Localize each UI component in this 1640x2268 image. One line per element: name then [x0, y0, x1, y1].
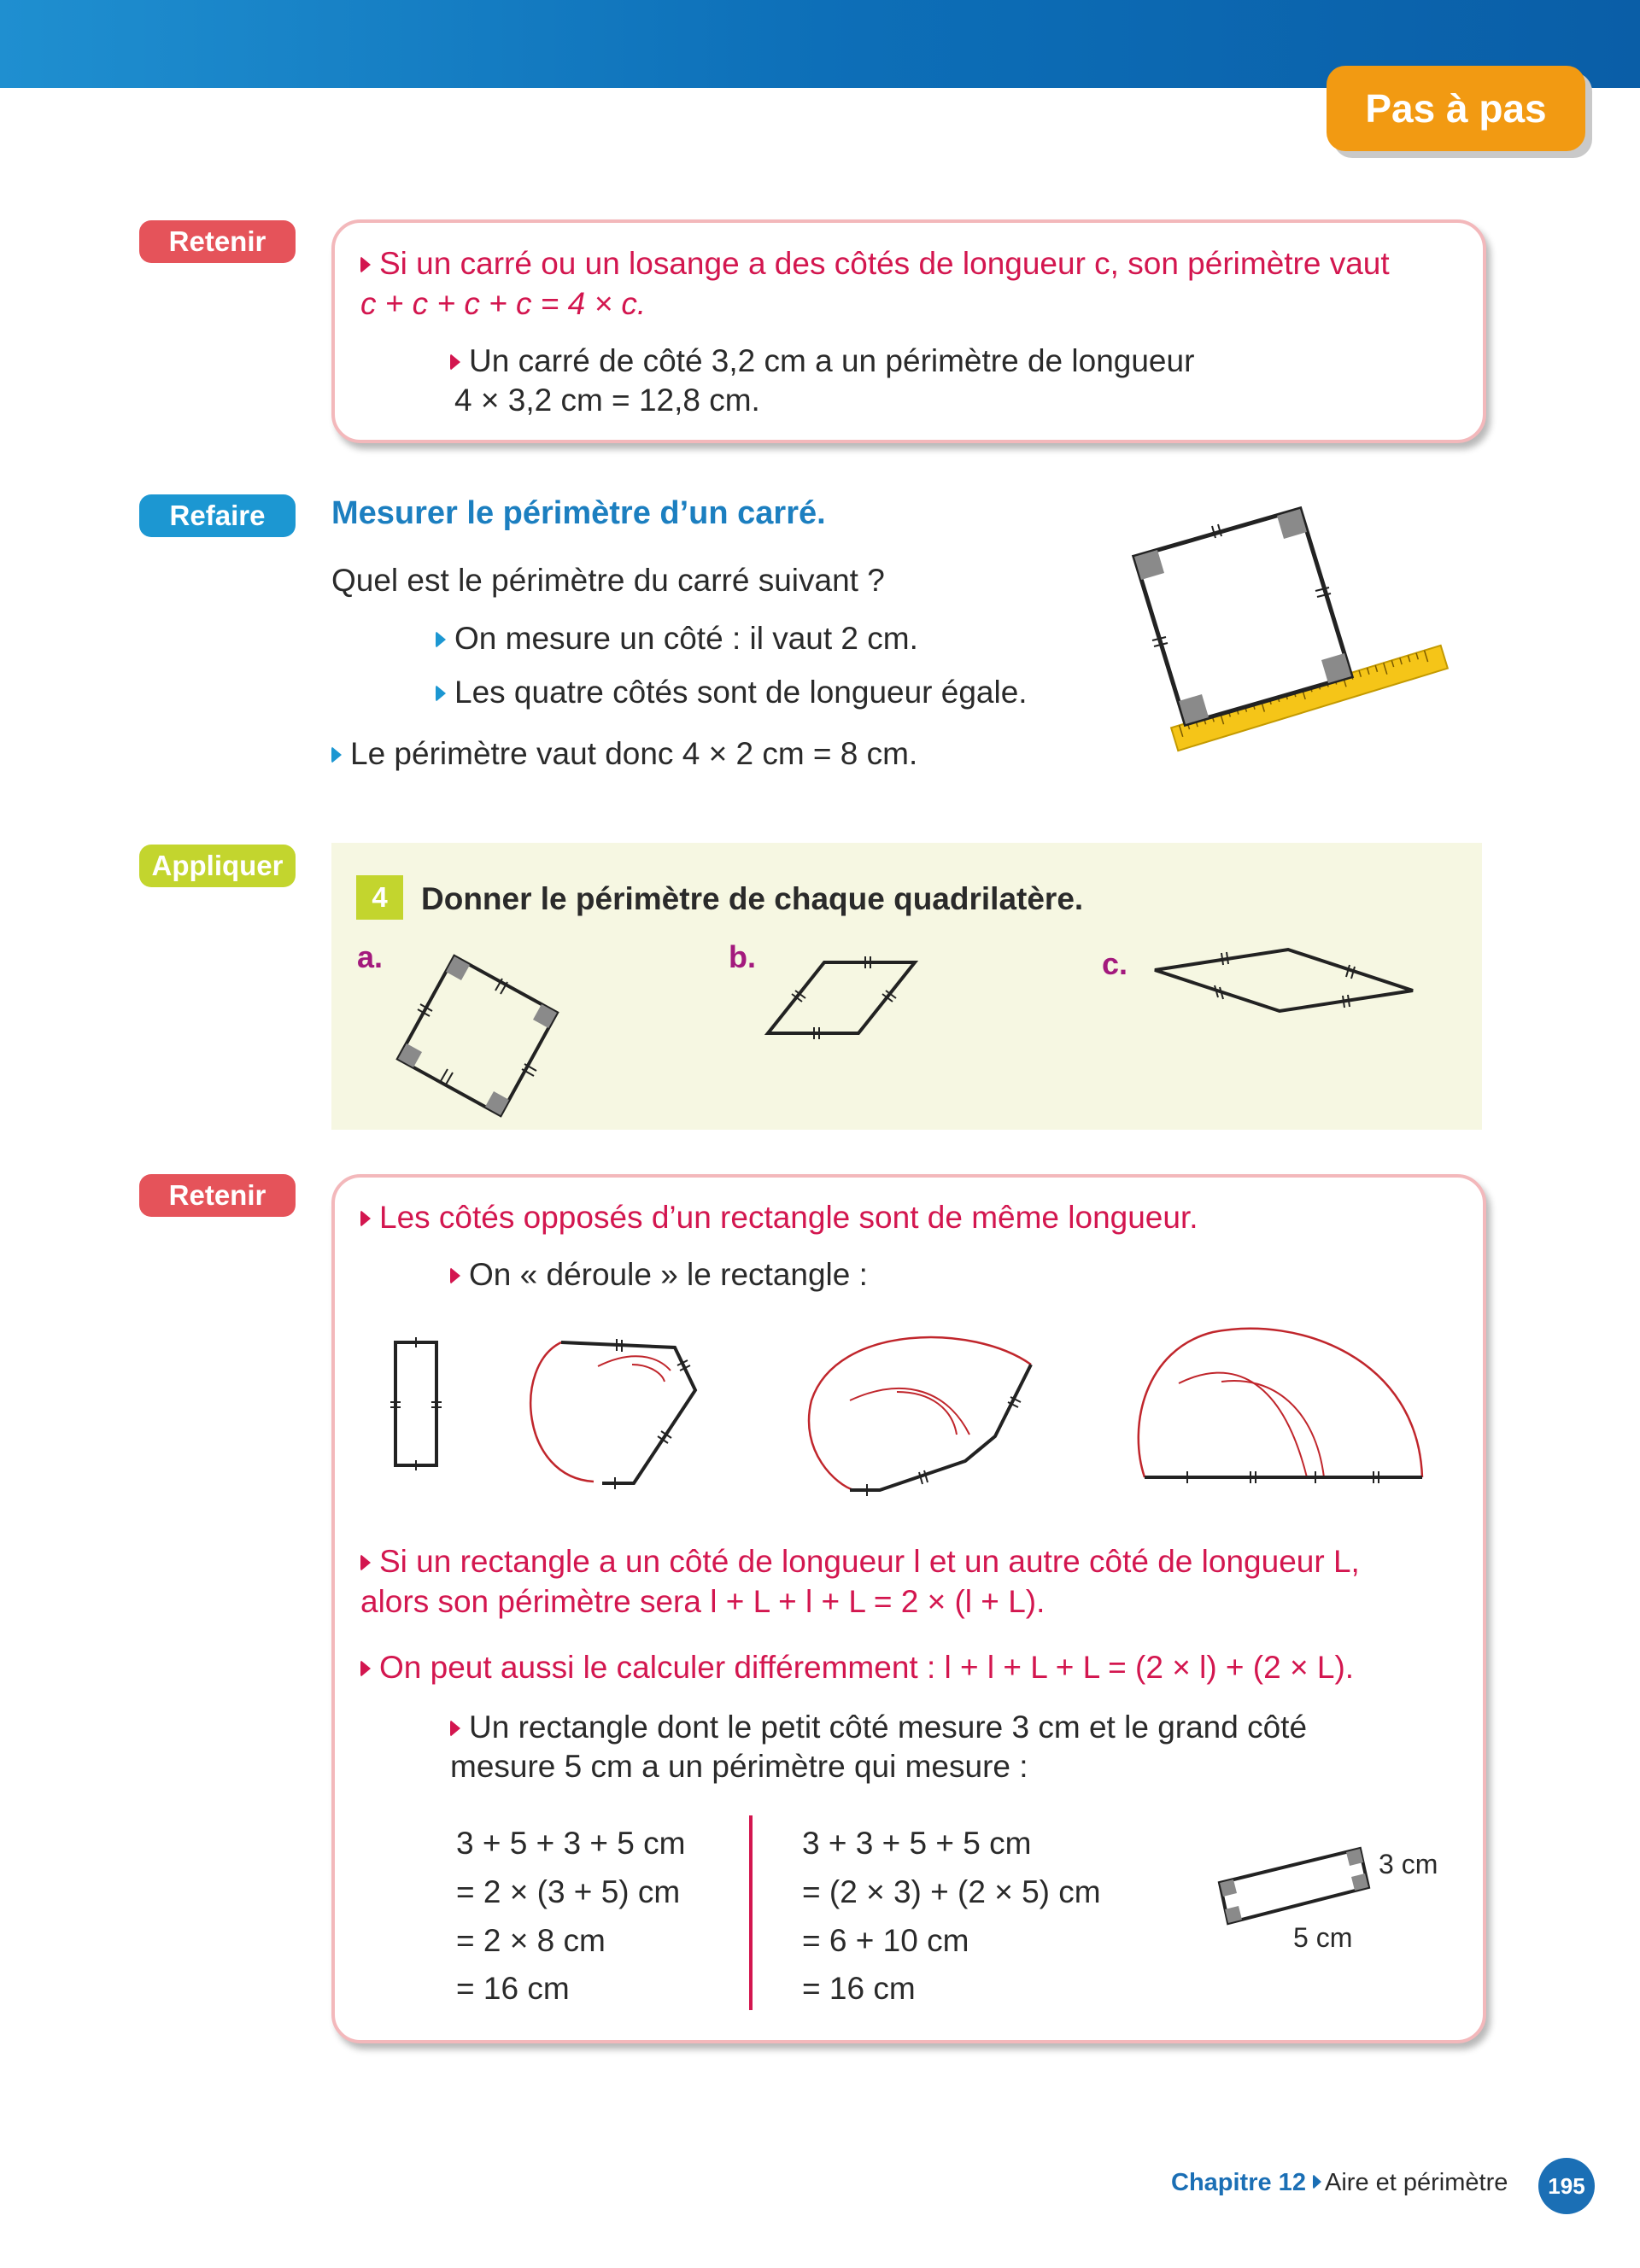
unroll-caption — [450, 1255, 868, 1295]
bullet-icon — [360, 256, 371, 273]
caption-text: On « déroule » le rectangle : — [469, 1257, 868, 1292]
calc-right-1: 3 + 3 + 5 + 5 cm — [802, 1826, 1032, 1861]
rhombus-c-figure — [1151, 946, 1416, 1014]
chapter-title: Aire et périmètre — [1325, 2169, 1508, 2196]
calc-left-2: = 2 × (3 + 5) cm — [456, 1874, 681, 1909]
footer-chapter — [1171, 2169, 1508, 2197]
appliquer-tag: Appliquer — [139, 845, 296, 887]
calc-divider — [749, 1815, 753, 2010]
bullet-icon — [360, 1554, 371, 1571]
label-c: c. — [1102, 946, 1128, 981]
retenir-tag: Retenir — [139, 220, 296, 263]
label-b: b. — [729, 939, 756, 974]
refaire-question: Quel est le périmètre du carré suivant ? — [331, 563, 885, 598]
square-with-ruler-figure — [1110, 495, 1469, 769]
rule-text: Les côtés opposés d’un rectangle sont de même longueur. — [379, 1200, 1198, 1235]
refaire-title: Mesurer le périmètre d’un carré. — [331, 495, 826, 531]
square-a-figure — [393, 948, 572, 1119]
calc-left-3: = 2 × 8 cm — [456, 1923, 606, 1958]
bullet-icon — [450, 354, 460, 371]
exercise-number: 4 — [356, 875, 403, 920]
rhombus-b-figure — [764, 956, 927, 1038]
label-a: a. — [357, 939, 384, 974]
step-text: Les quatre côtés sont de longueur égale. — [454, 675, 1028, 710]
refaire-tag: Refaire — [139, 494, 296, 537]
rectangle-formula-line-2: alors son périmètre sera l + L + l + L = 2 × (l + L). — [360, 1584, 1046, 1619]
page-number: 195 — [1538, 2158, 1595, 2214]
pas-a-pas-badge: Pas à pas — [1327, 66, 1585, 151]
calc-left-4: = 16 cm — [456, 1971, 570, 2006]
bullet-icon — [331, 746, 342, 763]
rule-square-perimeter — [360, 244, 1390, 284]
step-text: On mesure un côté : il vaut 2 cm. — [454, 621, 918, 656]
bullet-icon — [436, 685, 446, 702]
calc-left-1: 3 + 5 + 3 + 5 cm — [456, 1826, 686, 1861]
rectangle-formula-line-1 — [360, 1542, 1360, 1581]
calc-right-2: = (2 × 3) + (2 × 5) cm — [802, 1874, 1101, 1909]
refaire-step-1 — [436, 619, 918, 658]
bullet-icon — [436, 631, 446, 648]
rule-text: Si un carré ou un losange a des côtés de longueur c, son périmètre vaut — [379, 246, 1390, 281]
bullet-icon — [450, 1267, 460, 1284]
bullet-icon — [360, 1210, 371, 1227]
calc-right-3: = 6 + 10 cm — [802, 1923, 969, 1958]
result-text: Le périmètre vaut donc 4 × 2 cm = 8 cm. — [350, 736, 918, 771]
chapter-number: Chapitre 12 — [1171, 2169, 1306, 2196]
dimension-short: 3 cm — [1379, 1849, 1438, 1879]
example-line-1 — [450, 342, 1194, 381]
bullet-icon — [1313, 2174, 1321, 2189]
rule-formula: c + c + c + c = 4 × c. — [360, 286, 647, 321]
refaire-step-2 — [436, 673, 1028, 712]
bullet-icon — [360, 1660, 371, 1677]
exercise-instruction: Donner le périmètre de chaque quadrilatère. — [421, 881, 1084, 916]
rule-text: Si un rectangle a un côté de longueur l et un autre côté de longueur L, — [379, 1544, 1360, 1579]
dimension-long: 5 cm — [1293, 1922, 1353, 1953]
example-text: Un rectangle dont le petit côté mesure 3 cm et le grand côté — [469, 1710, 1308, 1745]
rectangle-example-line-1 — [450, 1708, 1307, 1747]
rectangle-example-line-2: mesure 5 cm a un périmètre qui mesure : — [450, 1749, 1028, 1784]
rule-text: On peut aussi le calculer différemment : l + l + L + L = (2 × l) + (2 × L). — [379, 1650, 1355, 1685]
calc-right-4: = 16 cm — [802, 1971, 916, 2006]
unrolling-rectangle-figure — [376, 1306, 1452, 1503]
retenir-tag-2: Retenir — [139, 1174, 296, 1217]
rectangle-formula-alt — [360, 1648, 1354, 1687]
rectangle-rule — [360, 1198, 1198, 1237]
example-line-2: 4 × 3,2 cm = 12,8 cm. — [454, 383, 760, 418]
refaire-result — [331, 734, 917, 774]
example-text: Un carré de côté 3,2 cm a un périmètre de longueur — [469, 343, 1195, 378]
bullet-icon — [450, 1720, 460, 1737]
